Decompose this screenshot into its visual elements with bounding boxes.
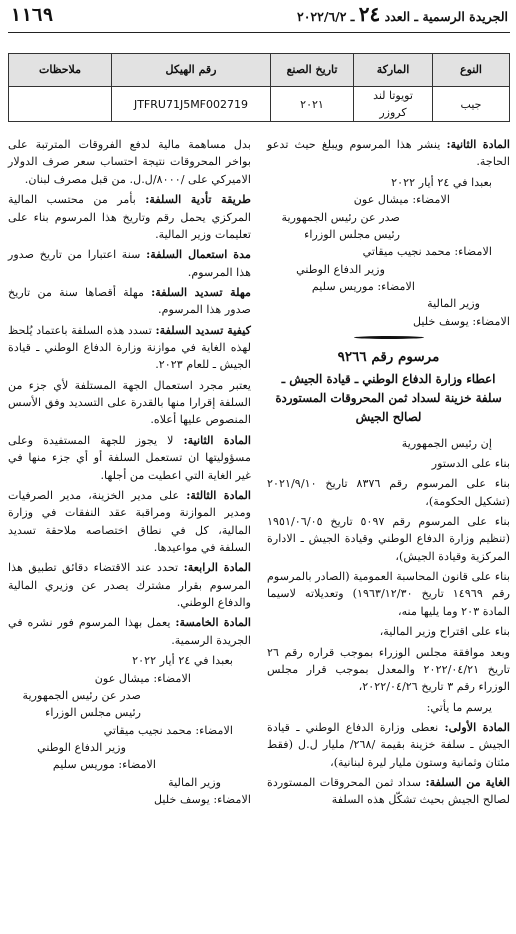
paragraph: بناء على المرسوم رقم ٥٠٩٧ تاريخ ١٩٥١/٠٦/٠٥ (تنظيم وزارة الدفاع الوطني وقيادة الجيش ـ الادارة المركزية وقيادة الجيش)، [267,515,511,563]
paragraph [8,559,251,611]
paragraph: بدل مساهمة مالية لدفع الفروقات المترتبة على بواخر المحروقات نتيجة احتساب سعر صرف الدولار الاميركي على /٨٠٠٠/ل.ل. من قبل مصرف لبنان. [8,138,251,186]
cell-year: ٢٠٢١ [271,87,354,122]
date-line: بعبدا في ٢٤ أيار ٢٠٢٢ [132,654,233,668]
paragraph: يعتبر مجرد استعمال الجهة المستلفة لأي جزء من السلفة إقرارا منها بالقدرة على التسديد وفق الأسس المنصوص عليها أعلاه. [8,378,251,427]
col-type-header: النوع [433,54,510,87]
gazette-title [297,0,508,30]
article-label: الغاية من السلفة: [425,775,510,790]
article-label: طريقة تأدية السلفة: [145,192,251,207]
article-text: لا يجوز للجهة المستفيدة وعلى مسؤوليتها ان تستعمل السلفة أو أي جزء منها في غير الغاية التي اعطيت من أجلها. [8,433,251,482]
paragraph: بناء على قانون المحاسبة العمومية (الصادر بالمرسوم رقم ١٤٩٦٩ تاريخ ١٩٦٣/١٢/٣٠) وتعديلاته لاسيما المادة ٢٠٣ وما يليها منه، [267,570,510,618]
paragraph [8,487,251,556]
defense-signature: الامضاء: موريس سليم [311,279,415,293]
article-label: المادة الثانية: [446,137,510,152]
columns [8,136,510,812]
article-label: مهلة تسديد السلفة: [151,284,251,299]
paragraph [8,432,251,484]
paragraph: بناء على الدستور [431,456,510,470]
issued-by: صدر عن رئيس الجمهورية [281,210,400,224]
cell-notes [9,87,112,122]
issued-by: صدر عن رئيس الجمهورية [22,688,141,702]
col-chassis-header: رقم الهيكل [112,54,271,87]
article-label: المادة الرابعة: [183,560,251,575]
paragraph [8,246,251,281]
article-text: سداد ثمن المحروقات المستوردة لصالح الجيش بحيث تشكّل هذه السلفة [267,776,510,807]
table-header-row [9,54,510,87]
paragraph: يرسم ما يأتي: [426,700,492,714]
paragraph [8,322,251,374]
finance-title: وزير المالية [427,297,480,311]
article-text: على مدير الخزينة، مدير الصرفيات ومدير الموازنة ومراقبة عقد النفقات في وزارة المالية، كل في نطاق اختصاصه ملاحقة تسديد السلفة في مواعيدها. [8,488,251,554]
pm-title: رئيس مجلس الوزراء [45,706,141,720]
article-text: سنة اعتبارا من تاريخ صدور هذا المرسوم. [8,248,251,279]
decree-title: اعطاء وزارة الدفاع الوطني ـ قيادة الجيش ـ سلفة خزينة لسداد ثمن المحروقات المستوردة لصالح الجيش [275,371,502,424]
finance-signature: الامضاء: يوسف خليل [412,314,510,328]
article-text: يعمل بهذا المرسوم فور نشره في الجريدة الرسمية. [8,616,251,647]
finance-title: وزير المالية [168,775,221,789]
president-signature: الامضاء: ميشال عون [353,193,450,207]
signatures [267,174,510,330]
cell-type: جيب [433,87,510,122]
article-label: مدة استعمال السلفة: [146,247,252,262]
article-text: تسدد هذه السلفة باعتماد يُلحظ لهذه الغاية في موازنة وزارة الدفاع الوطني ـ قيادة الجيش ـ للعام ٢٠٢٣. [8,323,251,372]
left-column [8,136,251,812]
pm-title: رئيس مجلس الوزراء [304,227,400,241]
paragraph: بناء على المرسوم رقم ٨٣٧٦ تاريخ ٢٠٢١/٩/١٠ (تشكيل الحكومة)، [267,477,510,508]
defense-title: وزير الدفاع الوطني [37,740,126,754]
col-brand-header: الماركة [354,54,433,87]
finance-signature: الامضاء: يوسف خليل [153,793,251,807]
article-label: المادة الأولى: [444,719,510,734]
defense-signature: الامضاء: موريس سليم [52,758,156,772]
article-label: المادة الخامسة: [175,615,251,630]
paragraph: وبعد موافقة مجلس الوزراء بموجب قراره رقم ٢٦ تاريخ ٢٠٢٢/٠٤/٢١ والمعدل بموجب قرار مجلس الوزراء رقم ٣ تاريخ ٢٠٢٢/٠٤/٢٦، [267,645,511,694]
cell-chassis: JTFRU71J5MF002719 [112,87,271,122]
article-label: كيفية تسديد السلفة: [155,322,251,337]
defense-title: وزير الدفاع الوطني [296,262,385,276]
vehicle-table [8,53,510,122]
article-text: بأمر من محتسب المالية المركزي يحمل رقم وتاريخ هذا المرسوم بناء على تعليمات وزير المالية. [8,193,251,241]
decree-number: مرسوم رقم ٩٢٦٦ [337,349,440,366]
signatures [8,652,251,808]
article-text: ينشر هذا المرسوم ويبلغ حيث تدعو الحاجة. [267,138,510,169]
issue-date: ـ ٢٠٢٢/٦/٢ [297,9,355,24]
article-text: تحدد عند الاقتضاء دقائق تطبيق هذا المرسوم بقرار مشترك يصدر عن وزيري المالية والدفاع الوطني. [8,561,251,610]
page-number: ١١٦٩ [10,5,54,27]
issue-number: ٢٤ [358,2,381,26]
article-text: مهلة أقصاها سنة من تاريخ صدور هذا المرسوم. [8,285,251,317]
paragraph [8,284,251,319]
paragraph [267,719,510,771]
article-text: نعطى وزارة الدفاع الوطني ـ قيادة الجيش ـ سلفة خزينة بقيمة /٢٦٨/ مليار ل.ل (فقط مئتان وثمانية وستون مليار ليرة لبنانية)، [267,720,510,769]
president-signature: الامضاء: ميشال عون [94,671,191,685]
paragraph [8,191,251,243]
paragraph: بناء على اقتراح وزير المالية، [379,625,510,639]
gazette-name: الجريدة الرسمية ـ العدد [384,9,508,24]
right-column [267,136,510,812]
cell-brand: تويوتا لند كروزر [354,87,433,122]
table-row [9,87,510,122]
col-notes-header: ملاحظات [9,54,112,87]
paragraph [267,774,510,809]
paragraph: إن رئيس الجمهورية [401,436,492,450]
article-label: المادة الثالثة: [186,487,251,502]
divider [354,336,424,339]
page-header [8,2,510,33]
article-label: المادة الثانية: [183,432,251,447]
pm-signature: الامضاء: محمد نجيب ميقاتي [362,245,492,259]
col-year-header: تاريخ الصنع [271,54,354,87]
paragraph [267,136,510,171]
date-line: بعبدا في ٢٤ أيار ٢٠٢٢ [391,175,492,189]
paragraph [8,614,251,649]
pm-signature: الامضاء: محمد نجيب ميقاتي [103,723,233,737]
